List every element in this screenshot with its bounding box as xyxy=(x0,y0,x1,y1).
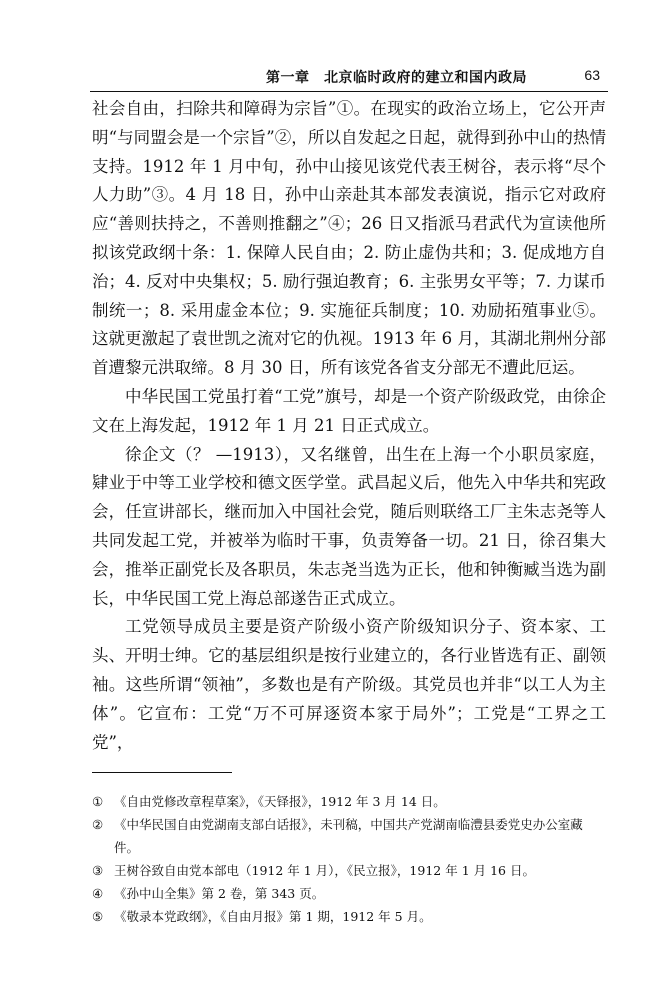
footnote-text: 《孙中山全集》第 2 卷，第 343 页。 xyxy=(114,886,325,901)
footnote-text: 《中华民国自由党湖南支部白话报》，未刊稿，中国共产党湖南临澧县委党史办公室藏件。 xyxy=(114,817,583,855)
footnote xyxy=(92,859,606,882)
footnote-text: 王树谷致自由党本部电（1912 年 1 月），《民立报》，1912 年 1 月 16 日。 xyxy=(114,863,535,878)
body-text xyxy=(92,95,606,757)
footnote-mark: ④ xyxy=(92,886,104,901)
footnote-mark: ③ xyxy=(92,863,104,878)
header-rule xyxy=(90,91,608,92)
footnote-mark: ① xyxy=(92,794,104,809)
footnotes xyxy=(92,790,606,928)
footnote xyxy=(92,790,606,813)
footnote-mark: ② xyxy=(92,817,104,832)
paragraph: 工党领导成员主要是资产阶级小资产阶级知识分子、资本家、工头、开明士绅。它的基层组织是按行业建立的，各行业皆选有正、副领袖。这些所谓“领袖”，多数也是有产阶级。其党员也并非“以工人为主体”。它宣布：工党“万不可屏逐资本家于局外”；工党是“工界之工党”， xyxy=(92,617,606,752)
paragraph: 徐企文（？ —1913），又名继曾，出生在上海一个小职员家庭，肄业于中等工业学校和德文医学堂。武昌起义后，他先入中华共和宪政会，任宣讲部长，继而加入中国社会党，随后则联络工厂主朱志尧等人共同发起工党，并被举为临时干事，负责筹备一切。21 日，徐召集大会，推举正副党长及各职员，朱志尧当选为正长，他和钟衡臧当选为副长，中华民国工党上海总部遂告正式成立。 xyxy=(92,444,606,608)
footnote xyxy=(92,882,606,905)
paragraph: 中华民国工党虽打着“工党”旗号，却是一个资产阶级政党，由徐企文在上海发起，1912 年 1 月 21 日正式成立。 xyxy=(92,386,606,435)
paragraph: 社会自由，扫除共和障碍为宗旨”①。在现实的政治立场上，它公开声明“与同盟会是一个宗旨”②，所以自发起之日起，就得到孙中山的热情支持。1912 年 1 月中旬，孙中山接见该党代表王树谷，表示将“尽个人力助”③。4 月 18 日，孙中山亲赴其本部发表演说，指示它对政府应“善则扶持之，不善则推翻之”④；26 日又指派马君武代为宣读他所拟该党政纲十条：1. 保障人民自由；2. 防止虚伪共和；3. 促成地方自治；4. 反对中央集权；5. 励行强迫教育；6. 主张男女平等；7. 力谋币制统一；8. 采用虚金本位；9. 实施征兵制度；10. 劝励拓殖事业⑤。这就更激起了袁世凯之流对它的仇视。1913 年 6 月，其湖北荆州分部首遭黎元洪取缔。8 月 30 日，所有该党各省支分部无不遭此厄运。 xyxy=(92,99,606,378)
footnote-rule xyxy=(92,772,232,773)
footnote-text: 《敬录本党政纲》，《自由月报》第 1 期，1912 年 5 月。 xyxy=(114,909,432,924)
footnote-mark: ⑤ xyxy=(92,909,104,924)
page-number: 63 xyxy=(584,67,600,83)
running-header xyxy=(90,67,608,89)
chapter-title: 第一章 北京临时政府的建立和国内政局 xyxy=(266,70,527,86)
footnote-text: 《自由党修改章程草案》，《天铎报》，1912 年 3 月 14 日。 xyxy=(114,794,446,809)
footnote xyxy=(92,813,606,859)
footnote xyxy=(92,905,606,928)
